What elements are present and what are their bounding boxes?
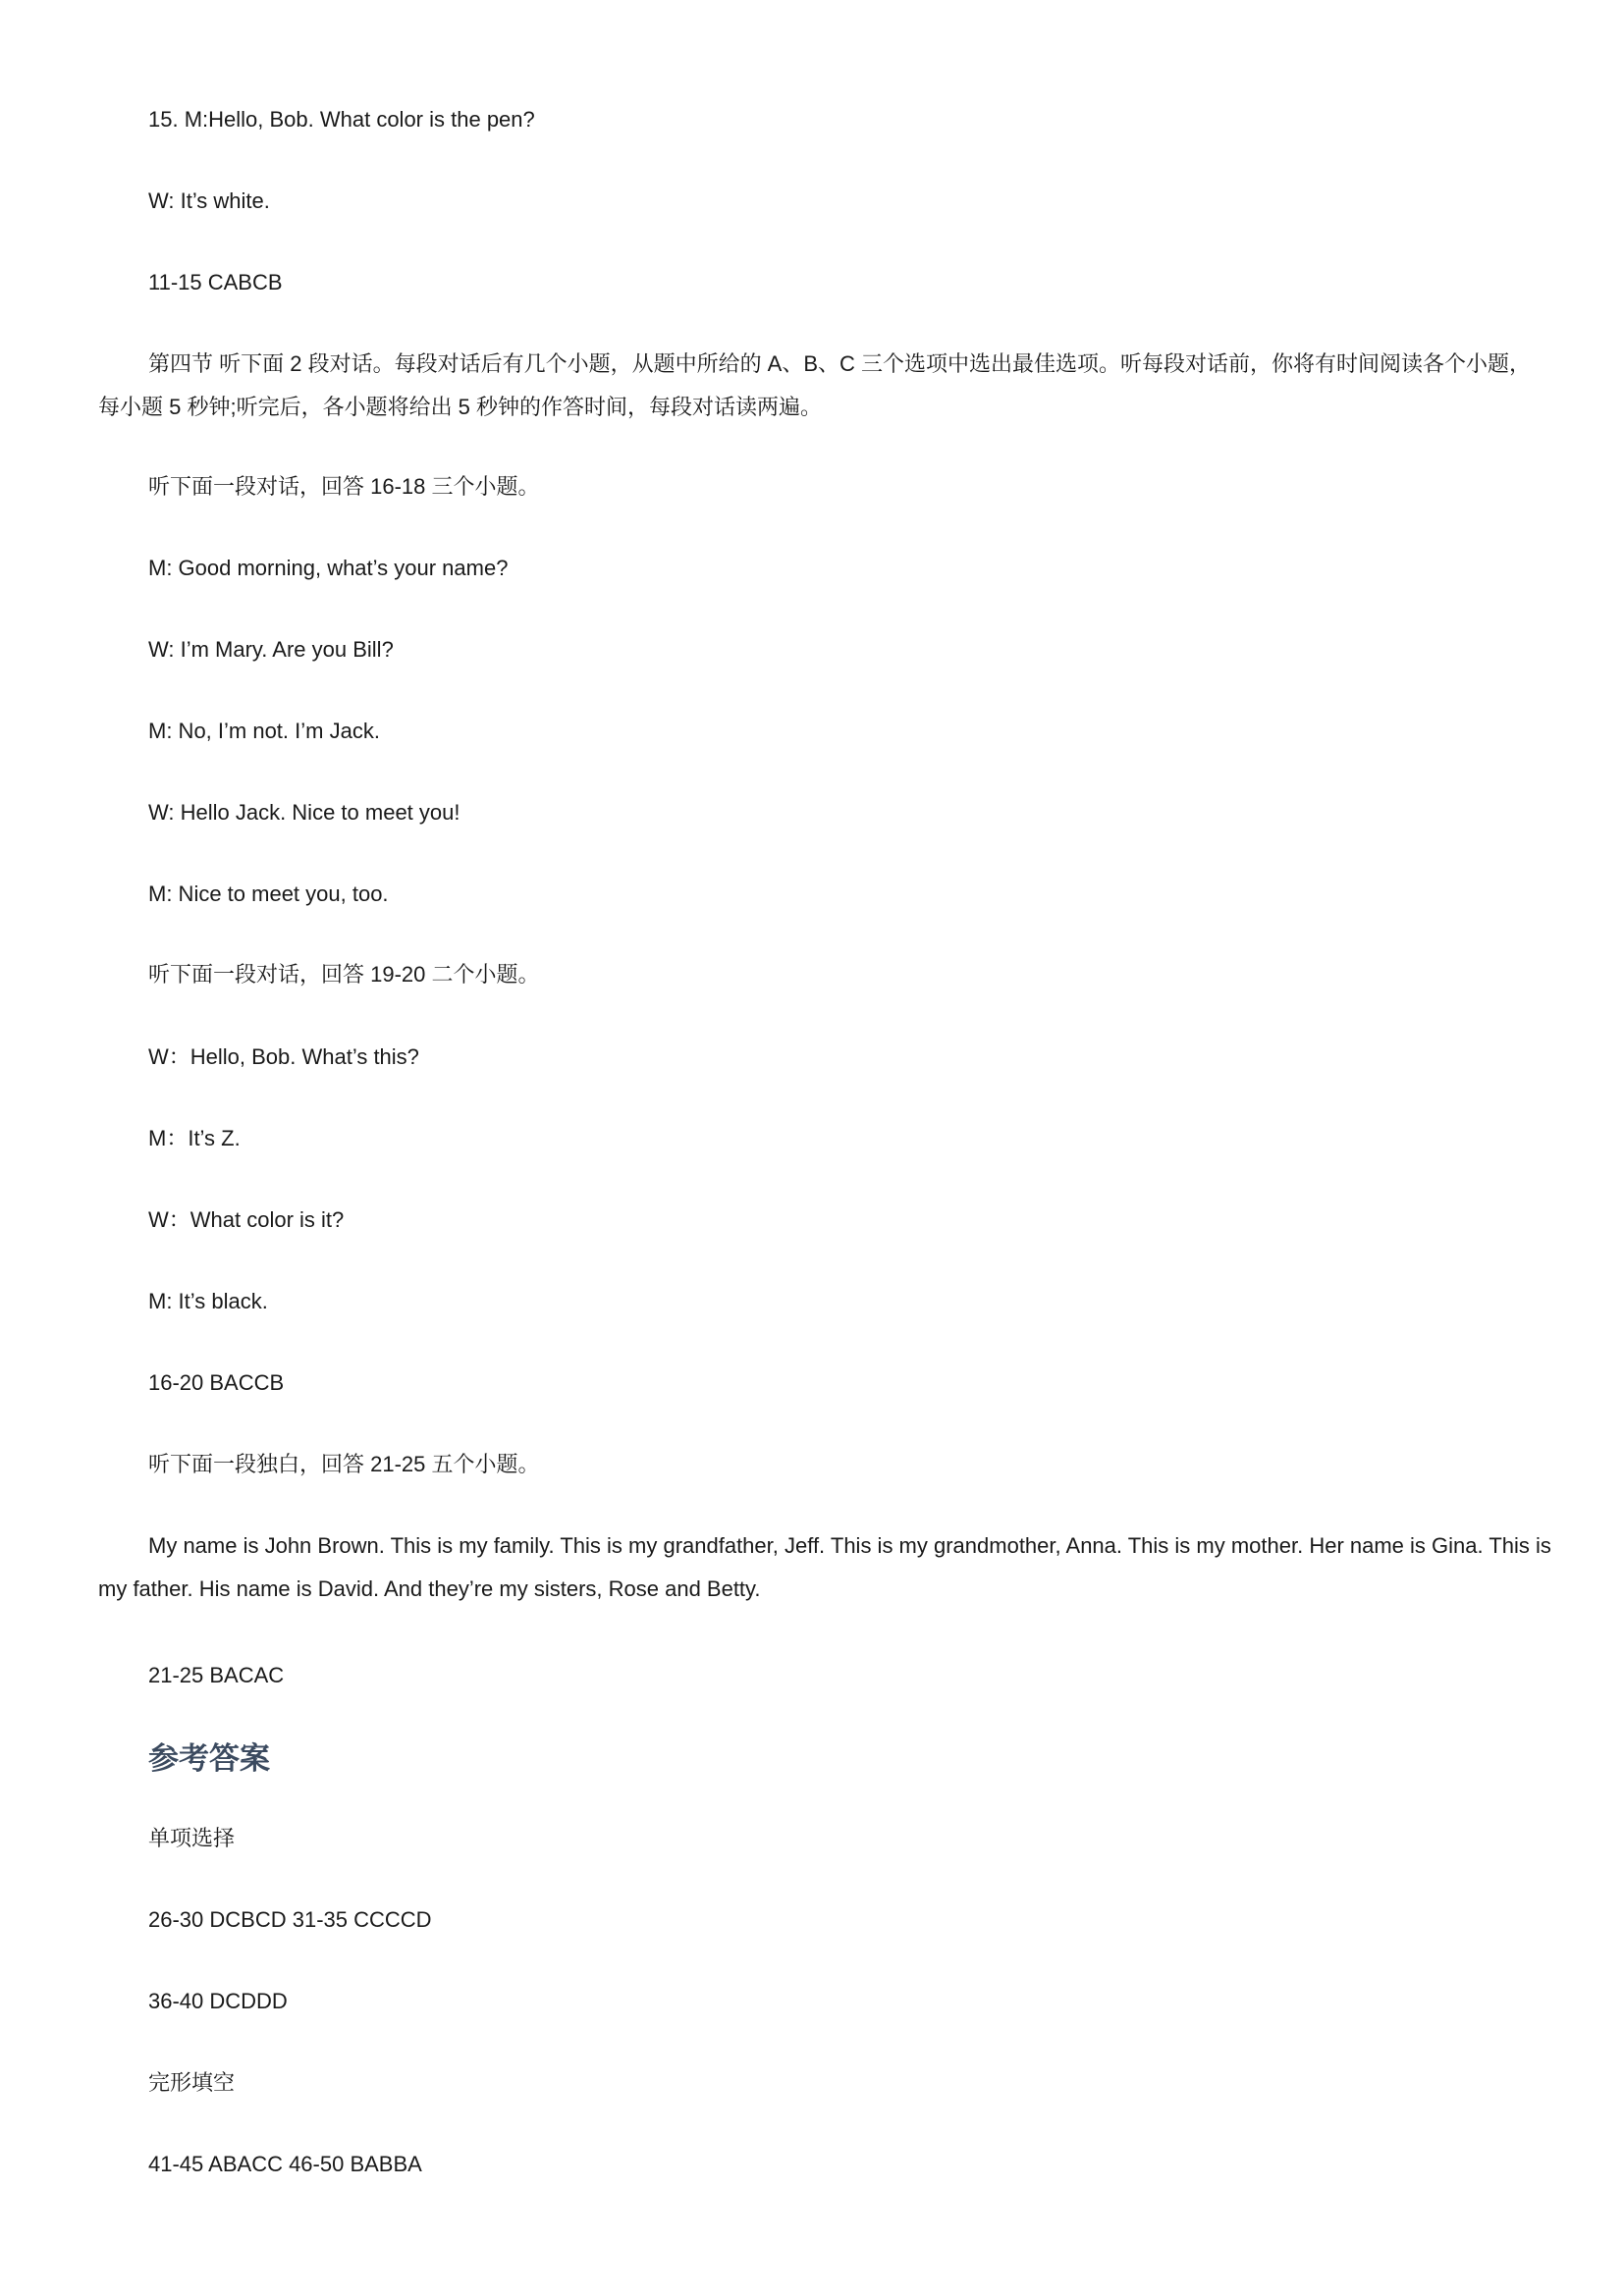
monologue-paragraph: My name is John Brown. This is my family. This is my grandfather, Jeff. This is my grandmother, Anna. This is my mother. Her name is Gina. This is my father. His name is David. And they’re my sisters, Rose and Betty. bbox=[98, 1533, 1551, 1601]
dialogue-line: W：Hello, Bob. What’s this? bbox=[148, 1044, 419, 1069]
dialogue-line: M: Good morning, what’s your name? bbox=[148, 556, 509, 580]
dialogue-line: W：What color is it? bbox=[148, 1207, 345, 1232]
dialogue-line: M: Nice to meet you, too. bbox=[148, 881, 389, 906]
instruction-19-20: 听下面一段对话，回答 19-20 二个小题。 bbox=[148, 962, 540, 987]
answer-key-21-25: 21-25 BACAC bbox=[148, 1663, 285, 1687]
instruction-16-18: 听下面一段对话，回答 16-18 三个小题。 bbox=[148, 474, 540, 499]
section-four-instructions: 第四节 听下面 2 段对话。每段对话后有几个小题，从题中所给的 A、B、C 三个选项中选出最佳选项。听每段对话前，你将有时间阅读各个小题，每小题 5 秒钟;听完后，各小题将给出 5 秒钟的作答时间，每段对话读两遍。 bbox=[98, 351, 1532, 419]
dialogue-line: W: Hello Jack. Nice to meet you! bbox=[148, 800, 460, 825]
section-single-choice: 单项选择 bbox=[148, 1826, 236, 1850]
reference-answers-heading: 参考答案 bbox=[148, 1741, 270, 1777]
answer-key-11-15: 11-15 CABCB bbox=[148, 270, 283, 294]
dialogue-line: M: No, I’m not. I’m Jack. bbox=[148, 719, 380, 743]
answer-key-16-20: 16-20 BACCB bbox=[148, 1370, 285, 1395]
dialogue-line: M：It’s Z. bbox=[148, 1126, 241, 1150]
dialogue-line-15-question: 15. M:Hello, Bob. What color is the pen? bbox=[148, 107, 535, 132]
dialogue-line: W: I’m Mary. Are you Bill? bbox=[148, 637, 394, 662]
section-cloze: 完形填空 bbox=[148, 2070, 236, 2095]
answer-key-36-40: 36-40 DCDDD bbox=[148, 1989, 288, 2013]
answer-key-41-50: 41-45 ABACC 46-50 BABBA bbox=[148, 2152, 422, 2176]
instruction-21-25: 听下面一段独白，回答 21-25 五个小题。 bbox=[148, 1452, 540, 1476]
dialogue-line: M: It’s black. bbox=[148, 1289, 268, 1313]
dialogue-line-15-answer: W: It’s white. bbox=[148, 188, 270, 213]
answer-key-26-35: 26-30 DCBCD 31-35 CCCCD bbox=[148, 1907, 432, 1932]
